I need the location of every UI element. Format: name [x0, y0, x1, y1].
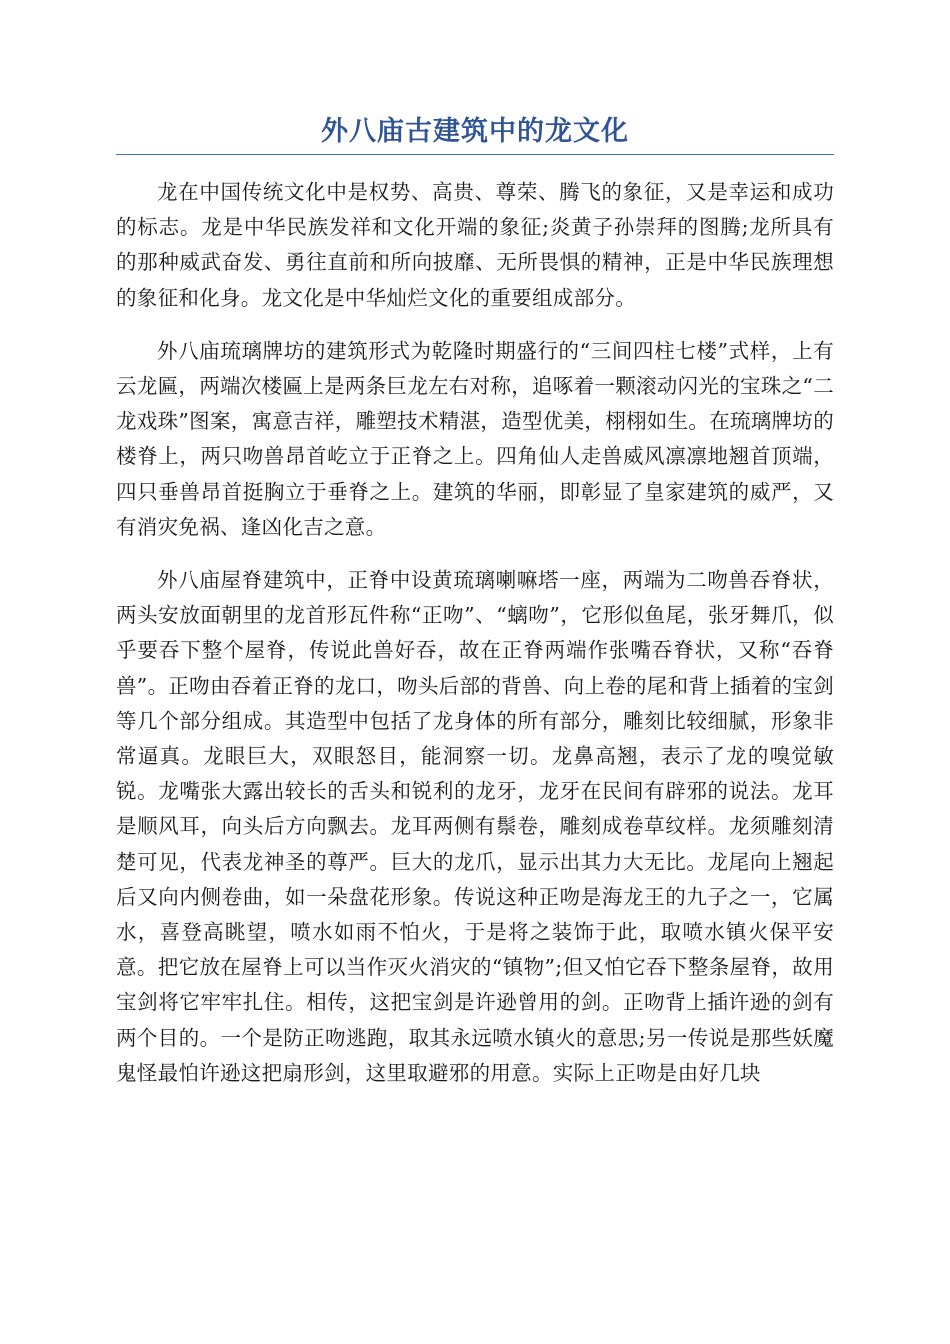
- document-title: 外八庙古建筑中的龙文化: [321, 116, 629, 147]
- title-underline: [116, 154, 834, 155]
- document-page: [116, 112, 834, 1109]
- paragraph-1: 龙在中国传统文化中是权势、高贵、尊荣、腾飞的象征，又是幸运和成功的标志。龙是中华民族发祥和文化开端的象征;炎黄子孙崇拜的图腾;龙所具有的那种威武奋发、勇往直前和所向披靡、无所畏惧的精神，正是中华民族理想的象征和化身。龙文化是中华灿烂文化的重要组成部分。: [116, 180, 834, 310]
- paragraph-2: 外八庙琉璃牌坊的建筑形式为乾隆时期盛行的“三间四柱七楼”式样，上有云龙匾，两端次楼匾上是两条巨龙左右对称，追啄着一颗滚动闪光的宝珠之“二龙戏珠”图案，寓意吉祥，雕塑技术精湛，造型优美，栩栩如生。在琉璃牌坊的楼脊上，两只吻兽昂首屹立于正脊之上。四角仙人走兽威风凛凛地翘首顶端，四只垂兽昂首挺胸立于垂脊之上。建筑的华丽，即彰显了皇家建筑的威严，又有消灾免祸、逢凶化吉之意。: [116, 338, 834, 539]
- document-body: [116, 175, 834, 1091]
- paragraph-3: 外八庙屋脊建筑中，正脊中设黄琉璃喇嘛塔一座，两端为二吻兽吞脊状，两头安放面朝里的龙首形瓦件称“正吻”、“螭吻”，它形似鱼尾，张牙舞爪，似乎要吞下整个屋脊，传说此兽好吞，故在正脊两端作张嘴吞脊状，又称“吞脊兽”。正吻由吞着正脊的龙口，吻头后部的背兽、向上卷的尾和背上插着的宝剑等几个部分组成。其造型中包括了龙身体的所有部分，雕刻比较细腻，形象非常逼真。龙眼巨大，双眼怒目，能洞察一切。龙鼻高翘，表示了龙的嗅觉敏锐。龙嘴张大露出较长的舌头和锐利的龙牙，龙牙在民间有辟邪的说法。龙耳是顺风耳，向头后方向飘去。龙耳两侧有鬃卷，雕刻成卷草纹样。龙须雕刻清楚可见，代表龙神圣的尊严。巨大的龙爪，显示出其力大无比。龙尾向上翘起后又向内侧卷曲，如一朵盘花形象。传说这种正吻是海龙王的九子之一，它属水，喜登高眺望，喷水如雨不怕火，于是将之装饰于此，取喷水镇火保平安意。把它放在屋脊上可以当作灭火消灾的“镇物”;但又怕它吞下整条屋脊，故用宝剑将它牢牢扎住。相传，这把宝剑是许逊曾用的剑。正吻背上插许逊的剑有两个目的。一个是防正吻逃跑，取其永远喷水镇火的意思;另一传说是那些妖魔鬼怪最怕许逊这把扇形剑，这里取避邪的用意。实际上正吻是由好几块: [116, 568, 834, 1085]
